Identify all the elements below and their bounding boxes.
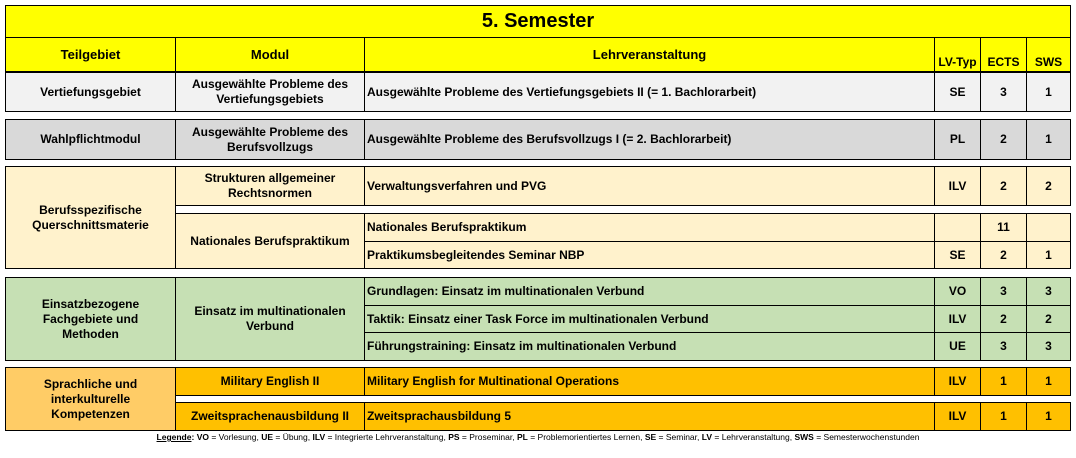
legend-text: Übung [282, 432, 308, 442]
legend: Legende: VO = Vorlesung, UE = Übung, ILV = Integrierte Lehrveranstaltung, PS = Proseminar, PL = Problemorientiertes Lernen, SE = Seminar, LV = Lehrveranstaltung, SWS = Semesterwochenstunden [156, 432, 920, 442]
modul-cell: Strukturen allgemeiner Rechtsnormen [175, 166, 365, 206]
course-ects: 1 [980, 367, 1027, 396]
teilgebiet-berufsspezifische: Berufsspezifische Querschnittsmaterie [5, 166, 176, 269]
course-sws: 2 [1026, 166, 1071, 206]
course-typ: VO [934, 277, 981, 306]
course-name: Verwaltungsverfahren und PVG [364, 166, 935, 206]
legend-abbr: VO [196, 432, 209, 442]
course-name: Ausgewählte Probleme des Berufsvollzugs I (= 2. Bachlorarbeit) [364, 119, 935, 160]
legend-label: Legende [156, 432, 192, 442]
course-name: Ausgewählte Probleme des Vertiefungsgebiets II (= 1. Bachlorarbeit) [364, 72, 935, 112]
course-ects: 2 [980, 166, 1027, 206]
course-name: Military English for Multinational Operations [364, 367, 935, 396]
teilgebiet-vertiefungsgebiet: Vertiefungsgebiet [5, 72, 176, 112]
modul-cell: Zweitsprachenausbildung II [175, 402, 365, 431]
header-modul: Modul [175, 37, 365, 72]
header-teilgebiet: Teilgebiet [5, 37, 176, 72]
legend-text: Vorlesung [218, 432, 257, 442]
course-typ: SE [934, 241, 981, 269]
course-sws: 1 [1026, 367, 1071, 396]
course-typ: SE [934, 72, 981, 112]
course-typ: ILV [934, 305, 981, 333]
legend-text: Problemorientiertes Lernen [537, 432, 641, 442]
legend-text: Integrierte Lehrveranstaltung [334, 432, 444, 442]
course-sws: 1 [1026, 119, 1071, 160]
header-lv-typ: LV-Typ [934, 37, 981, 72]
course-sws: 1 [1026, 72, 1071, 112]
legend-text: Lehrveranstaltung [721, 432, 790, 442]
course-typ: ILV [934, 402, 981, 431]
course-name: Taktik: Einsatz einer Task Force im multinationalen Verbund [364, 305, 935, 333]
legend-abbr: PL [516, 432, 528, 442]
course-sws: 3 [1026, 277, 1071, 306]
legend-abbr: LV [701, 432, 712, 442]
course-name: Nationales Berufspraktikum [364, 213, 935, 242]
teilgebiet-einsatzbezogene: Einsatzbezogene Fachgebiete und Methoden [5, 277, 176, 361]
modul-cell: Ausgewählte Probleme des Berufsvollzugs [175, 119, 365, 160]
course-sws [1026, 213, 1071, 242]
course-sws: 3 [1026, 332, 1071, 361]
course-ects: 2 [980, 119, 1027, 160]
course-name: Praktikumsbegleitendes Seminar NBP [364, 241, 935, 269]
page-title: 5. Semester [5, 5, 1071, 38]
course-name: Grundlagen: Einsatz im multinationalen Verbund [364, 277, 935, 306]
teilgebiet-sprachliche: Sprachliche und interkulturelle Kompetenzen [5, 367, 176, 431]
course-ects: 11 [980, 213, 1027, 242]
course-typ: ILV [934, 166, 981, 206]
modul-cell: Ausgewählte Probleme des Vertiefungsgebiets [175, 72, 365, 112]
course-typ [934, 213, 981, 242]
modul-cell: Einsatz im multinationalen Verbund [175, 277, 365, 361]
modul-cell: Nationales Berufspraktikum [175, 213, 365, 269]
course-ects: 2 [980, 241, 1027, 269]
course-ects: 2 [980, 305, 1027, 333]
course-name: Führungstraining: Einsatz im multinationalen Verbund [364, 332, 935, 361]
course-ects: 3 [980, 332, 1027, 361]
legend-abbr: SE [644, 432, 657, 442]
header-ects: ECTS [980, 37, 1027, 72]
legend-abbr: ILV [312, 432, 326, 442]
header-lehrveranstaltung: Lehrveranstaltung [364, 37, 935, 72]
modul-cell: Military English II [175, 367, 365, 396]
header-sws: SWS [1026, 37, 1071, 72]
legend-abbr: UE [261, 432, 274, 442]
course-sws: 1 [1026, 241, 1071, 269]
course-ects: 3 [980, 72, 1027, 112]
course-typ: ILV [934, 367, 981, 396]
course-ects: 1 [980, 402, 1027, 431]
course-ects: 3 [980, 277, 1027, 306]
course-typ: PL [934, 119, 981, 160]
course-name: Zweitsprachausbildung 5 [364, 402, 935, 431]
legend-abbr: SWS [794, 432, 814, 442]
legend-abbr: PS [448, 432, 460, 442]
legend-text: Semesterwochenstunden [823, 432, 920, 442]
course-typ: UE [934, 332, 981, 361]
legend-text: Seminar [665, 432, 698, 442]
teilgebiet-wahlpflichtmodul: Wahlpflichtmodul [5, 119, 176, 160]
legend-text: Proseminar [469, 432, 513, 442]
course-sws: 1 [1026, 402, 1071, 431]
course-sws: 2 [1026, 305, 1071, 333]
